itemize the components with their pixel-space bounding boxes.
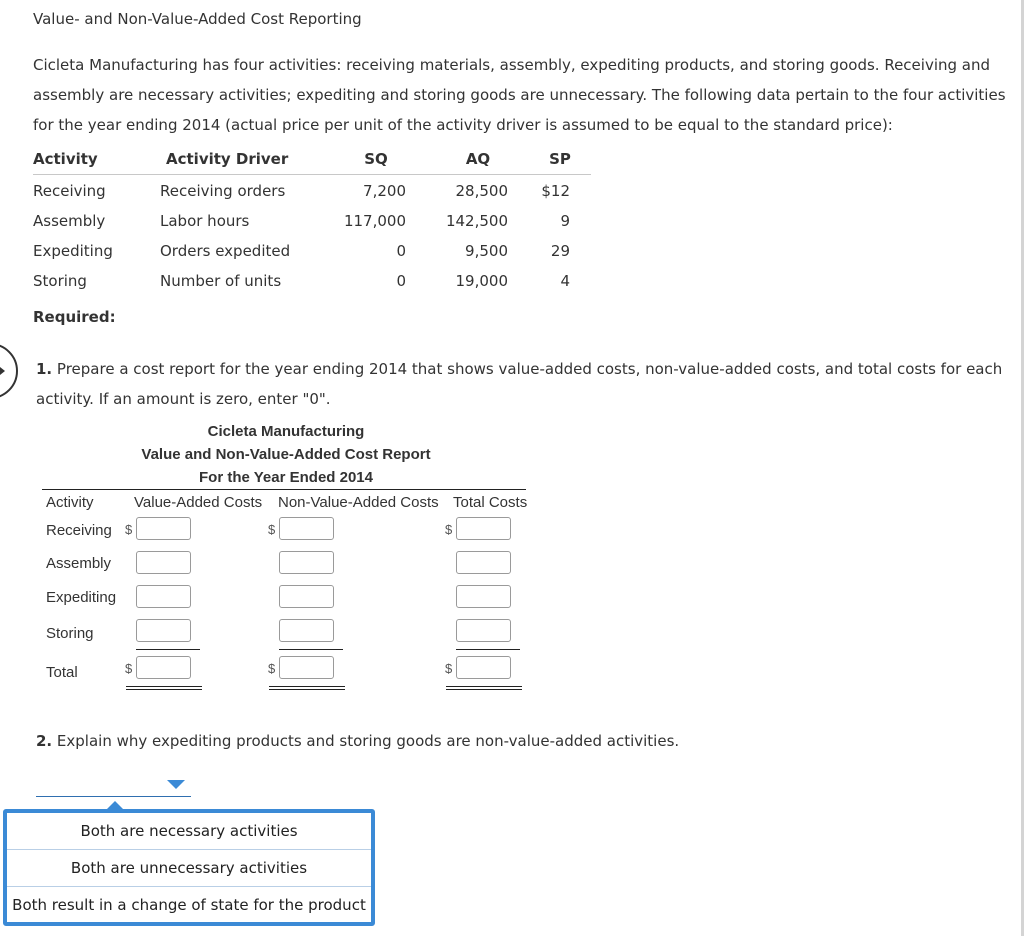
report-col-value-added: Value-Added Costs [134,494,263,511]
currency-symbol: $ [445,522,453,537]
cell-sq: 0 [396,242,406,260]
cell-aq: 142,500 [445,212,508,230]
report-header-rule [42,489,526,490]
cell-sq: 117,000 [343,212,406,230]
report-col-total: Total Costs [453,494,528,511]
chevron-down-icon[interactable] [167,780,185,789]
report-company: Cicleta Manufacturing [207,423,365,440]
header-activity: Activity [33,150,98,168]
cell-activity: Assembly [33,212,106,230]
cell-activity: Expediting [33,242,113,260]
dropdown-option[interactable]: Both are unnecessary activities [7,850,371,887]
expediting-value-added-input[interactable] [136,585,191,608]
cell-driver: Orders expedited [160,242,291,260]
question-1-text: Prepare a cost report for the year ending 2014 that shows value-added costs, non-value-added costs, and total costs for each activity. If an amount is zero, enter "0". [36,360,1003,408]
cell-aq: 19,000 [455,272,508,290]
subtotal-rule [279,649,343,650]
currency-symbol: $ [268,661,276,676]
report-row-storing-label: Storing [46,625,94,642]
double-rule-top [446,686,522,687]
currency-symbol: $ [445,661,453,676]
cell-sp: 29 [550,242,570,260]
q2-dropdown-underline [36,796,191,797]
question-2-number: 2. [36,732,53,750]
double-rule-top [269,686,345,687]
double-rule-bottom [126,689,202,690]
assembly-value-added-input[interactable] [136,551,191,574]
report-row-total-label: Total [46,664,78,681]
q2-dropdown-menu [3,809,375,926]
required-label: Required: [33,308,116,326]
dropdown-option[interactable]: Both are necessary activities [7,813,371,850]
cell-sq: 7,200 [363,182,406,200]
header-activity-driver: Activity Driver [166,150,289,168]
report-col-activity: Activity [46,494,94,511]
report-row-assembly-label: Assembly [46,555,112,572]
cell-driver: Number of units [160,272,282,290]
storing-total-input[interactable] [456,619,511,642]
cell-sp: 4 [560,272,570,290]
report-name: Value and Non-Value-Added Cost Report [141,446,431,463]
total-value-added-input[interactable] [136,656,191,679]
double-rule-bottom [269,689,345,690]
subtotal-rule [456,649,520,650]
expediting-non-value-added-input[interactable] [279,585,334,608]
question-1 [36,354,1011,414]
double-rule-top [126,686,202,687]
header-sp: SP [549,150,571,168]
storing-value-added-input[interactable] [136,619,191,642]
assembly-non-value-added-input[interactable] [279,551,334,574]
question-2-text: Explain why expediting products and storing goods are non-value-added activities. [56,732,680,750]
total-non-value-added-input[interactable] [279,656,334,679]
report-row-receiving-label: Receiving [46,522,112,539]
expediting-total-input[interactable] [456,585,511,608]
table-header-rule [33,174,591,175]
cell-aq: 9,500 [465,242,508,260]
currency-symbol: $ [268,522,276,537]
receiving-total-input[interactable] [456,517,511,540]
cell-sq: 0 [396,272,406,290]
header-aq: AQ [465,150,491,168]
header-sq: SQ [364,150,388,168]
step-arrow-icon [0,367,5,375]
double-rule-bottom [446,689,522,690]
question-1-number: 1. [36,360,53,378]
report-period: For the Year Ended 2014 [199,469,373,486]
cell-driver: Receiving orders [160,182,286,200]
report-col-non-value-added: Non-Value-Added Costs [278,494,439,511]
assembly-total-input[interactable] [456,551,511,574]
cell-aq: 28,500 [455,182,508,200]
cell-sp: 9 [560,212,570,230]
receiving-value-added-input[interactable] [136,517,191,540]
receiving-non-value-added-input[interactable] [279,517,334,540]
page-title: Value- and Non-Value-Added Cost Reporting [33,10,362,28]
storing-non-value-added-input[interactable] [279,619,334,642]
problem-intro: Cicleta Manufacturing has four activities: receiving materials, assembly, expediting products, and storing goods. Receiving and assembly are necessary activities; expediting and storing goods are unnecessary. The following data pertain to the four activities for the year ending 2014 (actual price per unit of the activity driver is assumed to be equal to the standard price): [33,56,1006,134]
dropdown-option[interactable]: Both result in a change of state for the product [12,896,366,914]
currency-symbol: $ [125,522,133,537]
cell-activity: Receiving [33,182,106,200]
question-2 [36,731,679,751]
currency-symbol: $ [125,661,133,676]
total-total-input[interactable] [456,656,511,679]
cell-driver: Labor hours [160,212,250,230]
cell-activity: Storing [33,272,87,290]
report-row-expediting-label: Expediting [46,589,117,606]
cell-sp: $12 [541,182,570,200]
subtotal-rule [136,649,200,650]
